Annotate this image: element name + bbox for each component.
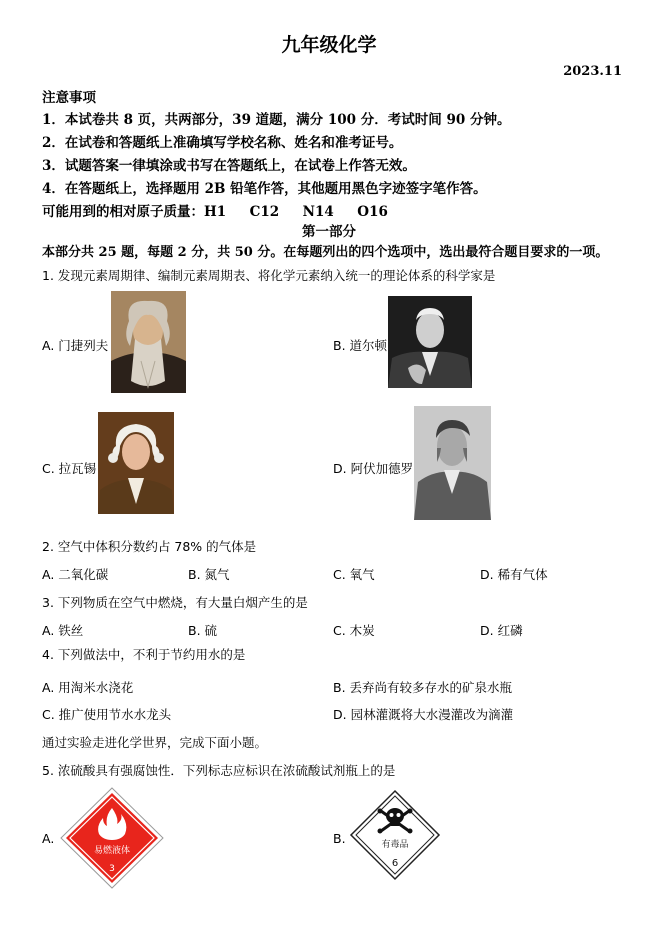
avogadro-portrait (414, 406, 491, 520)
sign-b-text: 有毒品 (381, 840, 409, 850)
toxic-sign (349, 789, 441, 885)
notice-item-3: 3．试题答案一律填涂或书写在答题纸上，在试卷上作答无效。 (42, 158, 416, 174)
notice-item-1: 1．本试卷共 8 页，共两部分，39 道题，满分 100 分．考试时间 90 分钟。 (42, 112, 511, 128)
q4-option-d: D. 园林灌溉将大水漫灌改为滴灌 (333, 707, 514, 722)
q3-option-d: D. 红磷 (480, 623, 523, 638)
q3-option-c: C. 木炭 (333, 623, 375, 638)
sign-a-class: 3 (109, 864, 115, 874)
q2-option-a: A. 二氧化碳 (42, 567, 109, 582)
q2-stem: 2. 空气中体积分数约占 78% 的气体是 (42, 539, 257, 554)
notice-item-2: 2．在试卷和答题纸上准确填写学校名称、姓名和准考证号。 (42, 135, 403, 151)
q1-option-a: A. 门捷列夫 (42, 338, 109, 353)
q1-option-b: B. 道尔顿 (333, 338, 388, 353)
q3-option-b: B. 硫 (188, 623, 218, 638)
atomic-masses: 可能用到的相对原子质量：H1 C12 N14 O16 (42, 204, 388, 220)
section-intro: 通过实验走进化学世界，完成下面小题。 (42, 735, 268, 750)
part1-instructions: 本部分共 25 题，每题 2 分，共 50 分。在每题列出的四个选项中，选出最符合题目要求的一项。 (42, 245, 609, 260)
q2-option-b: B. 氮气 (188, 567, 230, 582)
notice-heading: 注意事项 (42, 90, 96, 106)
q4-option-c: C. 推广使用节水水龙头 (42, 707, 172, 722)
q4-option-a: A. 用淘米水浇花 (42, 680, 134, 695)
mendeleev-portrait (111, 291, 186, 393)
page-title: 九年级化学 (281, 34, 377, 56)
q3-option-a: A. 铁丝 (42, 623, 84, 638)
sign-a-text: 易燃液体 (93, 846, 131, 856)
dalton-portrait (388, 296, 472, 388)
q1-option-d: D. 阿伏加德罗 (333, 461, 414, 476)
exam-date: 2023.11 (563, 64, 622, 79)
part1-heading: 第一部分 (302, 224, 356, 240)
sign-b-class: 6 (391, 858, 399, 869)
notice-item-4: 4．在答题纸上，选择题用 2B 铅笔作答，其他题用黑色字迹签字笔作答。 (42, 181, 487, 197)
q1-stem: 1. 发现元素周期律、编制元素周期表、将化学元素纳入统一的理论体系的科学家是 (42, 268, 496, 283)
q5-stem: 5. 浓硫酸具有强腐蚀性．下列标志应标识在浓硫酸试剂瓶上的是 (42, 763, 396, 778)
q1-option-c: C. 拉瓦锡 (42, 461, 97, 476)
q4-stem: 4. 下列做法中，不利于节约用水的是 (42, 647, 246, 662)
q4-option-b: B. 丢弃尚有较多存水的矿泉水瓶 (333, 680, 513, 695)
q2-option-d: D. 稀有气体 (480, 567, 548, 582)
flammable-liquid-sign (59, 786, 165, 894)
q3-stem: 3. 下列物质在空气中燃烧，有大量白烟产生的是 (42, 595, 308, 610)
q2-option-c: C. 氧气 (333, 567, 375, 582)
q5-option-a: A. (42, 831, 55, 846)
lavoisier-portrait (98, 412, 174, 514)
q5-option-b: B. (333, 831, 346, 846)
